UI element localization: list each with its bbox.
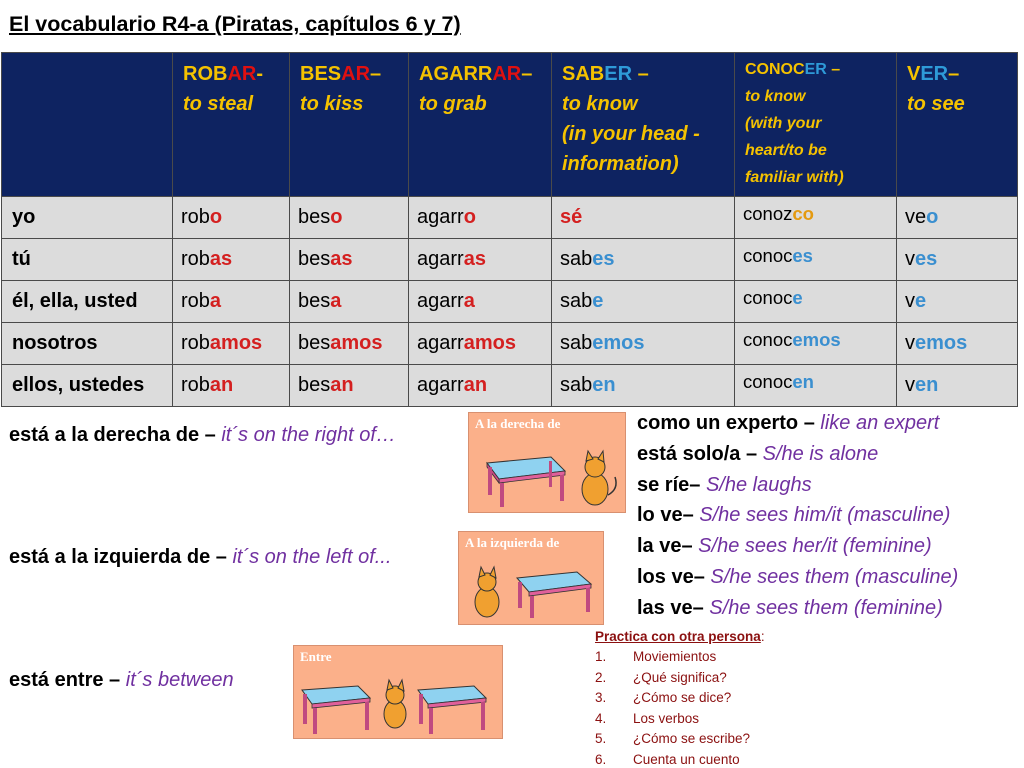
phrase-separator: – — [210, 546, 233, 568]
vocab-english: S/he sees them (masculine) — [710, 565, 959, 588]
verb-ending: AR — [227, 63, 257, 85]
vocab-spanish: la ve — [637, 535, 682, 558]
conjugation-cell — [897, 239, 1018, 281]
verb-header — [897, 53, 1018, 197]
form-ending: a — [330, 290, 342, 312]
form-stem: v — [905, 290, 915, 312]
form-stem: bes — [298, 248, 331, 270]
verb-translation: information) — [562, 153, 679, 175]
vocab-item — [637, 500, 958, 531]
practice-heading-colon: : — [760, 629, 765, 644]
vocab-english: S/he sees her/it (feminine) — [698, 535, 932, 558]
form-ending: amos — [463, 332, 516, 354]
verb-ending: ER — [804, 61, 827, 78]
table-row — [2, 365, 1018, 407]
verb-ending: ER — [920, 63, 949, 85]
form-ending: amos — [330, 332, 383, 354]
form-ending: e — [792, 287, 803, 308]
form-ending: en — [915, 374, 939, 396]
conjugation-cell — [173, 281, 290, 323]
vocab-item — [637, 408, 958, 439]
conjugation-cell — [735, 197, 897, 239]
verb-stem: V — [907, 63, 921, 85]
conjugation-cell — [552, 365, 735, 407]
form-ending: co — [792, 203, 814, 224]
form-ending: an — [463, 374, 488, 396]
table-row — [2, 323, 1018, 365]
form-stem: rob — [181, 374, 210, 396]
list-text: ¿Qué significa? — [633, 669, 727, 685]
phrase-left-of — [9, 546, 391, 569]
vocab-item — [637, 562, 958, 593]
vocab-spanish: como un experto — [637, 412, 799, 434]
form-stem: agarr — [417, 374, 464, 396]
vocabulary-list — [637, 408, 958, 624]
form-ending: a — [209, 290, 222, 312]
pronoun-cell: tú — [2, 239, 173, 281]
form-ending: e — [915, 290, 927, 312]
form-stem: rob — [181, 206, 210, 228]
form-stem: v — [905, 248, 915, 270]
vocab-spanish: está solo/a — [637, 442, 741, 465]
form-ending: as — [330, 248, 353, 270]
vocab-item — [637, 593, 958, 624]
vocab-spanish: se ríe — [637, 473, 690, 496]
verb-header — [552, 53, 735, 197]
illustration-caption: Entre — [300, 649, 332, 664]
form-ending: o — [209, 206, 223, 228]
list-item — [595, 688, 765, 709]
form-ending: emos — [792, 329, 841, 350]
verb-ending: AR — [341, 63, 371, 85]
list-text: Cuenta un cuento — [633, 751, 740, 767]
vocab-separator: – — [798, 412, 821, 434]
verb-translation: to grab — [419, 93, 487, 115]
form-stem: v — [905, 332, 915, 354]
verb-separator: – — [632, 63, 649, 85]
verb-separator: – — [370, 63, 382, 85]
form-stem: v — [905, 374, 915, 396]
table-header-row — [2, 53, 1018, 197]
phrase-right-of — [9, 424, 396, 447]
conjugation-cell — [173, 323, 290, 365]
conjugation-cell — [290, 365, 409, 407]
form-stem: conoc — [743, 371, 793, 392]
phrase-english: it´s between — [125, 669, 234, 691]
form-stem: conoc — [743, 287, 793, 308]
list-item — [595, 668, 765, 689]
list-number: 5. — [595, 731, 607, 746]
pronoun-cell: ellos, ustedes — [2, 365, 173, 407]
form-stem: sab — [560, 290, 593, 312]
verb-stem: ROB — [183, 63, 228, 85]
vocab-separator: – — [682, 504, 700, 527]
form-stem: bes — [298, 332, 331, 354]
form-ending: emos — [915, 332, 968, 354]
form-stem: sab — [560, 248, 593, 270]
vocab-spanish: lo ve — [637, 504, 683, 527]
conjugation-cell — [409, 365, 552, 407]
header-corner — [2, 53, 173, 197]
form-stem: bes — [298, 374, 331, 396]
page-title: El vocabulario R4-a (Piratas, capítulos 6 y 7) — [9, 12, 461, 36]
vocab-separator: – — [681, 535, 699, 558]
conjugation-cell — [552, 239, 735, 281]
practice-section — [595, 629, 765, 768]
form-ending: emos — [592, 332, 645, 354]
conjugation-cell — [735, 323, 897, 365]
form-ending: a — [463, 290, 475, 312]
vocab-english: S/he is alone — [762, 442, 879, 465]
practice-heading-text: Practica con otra persona — [595, 629, 761, 644]
verb-ending: ER — [604, 63, 633, 85]
verb-header — [735, 53, 897, 197]
form-stem: sab — [560, 374, 593, 396]
conjugation-cell — [552, 197, 735, 239]
conjugation-cell — [735, 281, 897, 323]
conjugation-cell — [897, 365, 1018, 407]
phrase-separator: – — [199, 424, 222, 446]
conjugation-cell — [173, 365, 290, 407]
verb-stem: BES — [300, 63, 342, 85]
conjugation-cell — [290, 197, 409, 239]
table-row — [2, 197, 1018, 239]
list-text: Los verbos — [633, 710, 700, 726]
form-ending: es — [792, 245, 813, 266]
form-ending: o — [330, 206, 343, 228]
phrase-separator: – — [103, 669, 126, 691]
list-item — [595, 709, 765, 730]
verb-translation: to know — [745, 88, 806, 105]
conjugation-cell — [735, 365, 897, 407]
form-stem: conoc — [743, 245, 793, 266]
form-stem: agarr — [417, 290, 464, 312]
phrase-between — [9, 669, 234, 692]
verb-header — [290, 53, 409, 197]
form-stem: rob — [181, 290, 210, 312]
list-item — [595, 647, 765, 668]
vocab-english: S/he sees him/it (masculine) — [699, 504, 951, 527]
vocab-separator: – — [689, 473, 706, 496]
practice-heading — [595, 629, 765, 644]
verb-stem: SAB — [562, 63, 605, 85]
list-item — [595, 750, 765, 768]
form-stem: rob — [181, 332, 210, 354]
verb-ending: AR — [492, 63, 522, 85]
pronoun-cell: nosotros — [2, 323, 173, 365]
illustration-caption: A la izquierda de — [465, 535, 560, 550]
form-ending: an — [330, 374, 354, 396]
conjugation-cell — [897, 323, 1018, 365]
phrase-english: it´s on the left of... — [232, 546, 392, 568]
vocab-separator: – — [693, 565, 711, 588]
verb-separator: – — [521, 63, 533, 85]
vocab-english: S/he sees them (feminine) — [709, 596, 943, 619]
form-ending: sé — [560, 206, 583, 228]
list-item — [595, 729, 765, 750]
verb-separator: - — [256, 63, 264, 85]
verb-stem: CONOC — [745, 61, 805, 78]
verb-translation: to see — [907, 93, 965, 115]
form-stem: agarr — [417, 206, 464, 228]
form-ending: o — [463, 206, 476, 228]
vocab-spanish: los ve — [637, 565, 694, 588]
verb-translation: heart/to be — [745, 142, 827, 159]
verb-translation: to steal — [183, 93, 254, 115]
verb-translation: to kiss — [300, 93, 364, 115]
form-ending: e — [592, 290, 604, 312]
vocab-separator: – — [692, 596, 710, 619]
conjugation-cell — [409, 323, 552, 365]
form-stem: agarr — [417, 332, 464, 354]
form-stem: bes — [298, 206, 331, 228]
verb-separator: – — [948, 63, 960, 85]
between-illustration — [293, 645, 503, 739]
conjugation-cell — [173, 239, 290, 281]
phrase-english: it´s on the right of… — [221, 424, 396, 446]
conjugation-cell — [897, 281, 1018, 323]
verb-separator: – — [826, 61, 841, 78]
conjugation-cell — [897, 197, 1018, 239]
phrase-spanish: está a la derecha de — [9, 424, 200, 446]
verb-header — [173, 53, 290, 197]
form-stem: conoc — [743, 329, 793, 350]
verb-translation: familiar with) — [745, 169, 844, 186]
form-ending: as — [463, 248, 486, 270]
list-number: 2. — [595, 669, 607, 685]
list-text: ¿Cómo se dice? — [633, 690, 732, 705]
form-ending: o — [926, 206, 939, 228]
pronoun-cell: él, ella, usted — [2, 281, 173, 323]
verb-header — [409, 53, 552, 197]
conjugation-cell — [290, 281, 409, 323]
right-of-illustration — [468, 412, 626, 513]
list-number: 6. — [595, 751, 607, 767]
form-stem: agarr — [417, 248, 464, 270]
form-stem: conoz — [743, 203, 793, 224]
practice-list — [595, 647, 765, 768]
form-ending: en — [792, 371, 814, 392]
conjugation-cell — [409, 197, 552, 239]
form-ending: es — [592, 248, 615, 270]
phrase-spanish: está a la izquierda de — [9, 546, 211, 568]
conjugation-cell — [552, 323, 735, 365]
table-row — [2, 281, 1018, 323]
conjugation-cell — [173, 197, 290, 239]
list-number: 3. — [595, 690, 607, 705]
vocab-separator: – — [740, 442, 763, 465]
left-of-illustration — [458, 531, 604, 625]
illustration-caption: A la derecha de — [475, 416, 561, 431]
form-ending: as — [209, 248, 233, 270]
conjugation-cell — [552, 281, 735, 323]
form-ending: en — [592, 374, 616, 396]
form-ending: es — [915, 248, 938, 270]
form-stem: ve — [905, 206, 927, 228]
list-text: ¿Cómo se escribe? — [633, 731, 751, 746]
form-stem: sab — [560, 332, 593, 354]
conjugation-cell — [290, 323, 409, 365]
conjugation-cell — [735, 239, 897, 281]
form-stem: bes — [298, 290, 331, 312]
vocab-item — [637, 439, 958, 470]
conjugation-table — [1, 52, 1018, 407]
list-text: Moviemientos — [633, 649, 717, 664]
verb-translation: (with your — [745, 115, 822, 132]
list-number: 1. — [595, 649, 607, 664]
form-ending: an — [209, 374, 234, 396]
vocab-item — [637, 531, 958, 562]
conjugation-cell — [409, 239, 552, 281]
form-ending: amos — [209, 332, 263, 354]
pronoun-cell: yo — [2, 197, 173, 239]
conjugation-cell — [290, 239, 409, 281]
vocab-spanish: las ve — [637, 596, 693, 619]
verb-translation: (in your head - — [562, 123, 700, 145]
verb-translation: to know — [562, 93, 638, 115]
phrase-spanish: está entre — [9, 669, 104, 691]
form-stem: rob — [181, 248, 210, 270]
conjugation-cell — [409, 281, 552, 323]
table-row — [2, 239, 1018, 281]
vocab-english: like an expert — [820, 412, 940, 434]
vocab-item — [637, 470, 958, 501]
list-number: 4. — [595, 710, 607, 726]
vocab-english: S/he laughs — [705, 473, 812, 496]
verb-stem: AGARR — [419, 63, 493, 85]
